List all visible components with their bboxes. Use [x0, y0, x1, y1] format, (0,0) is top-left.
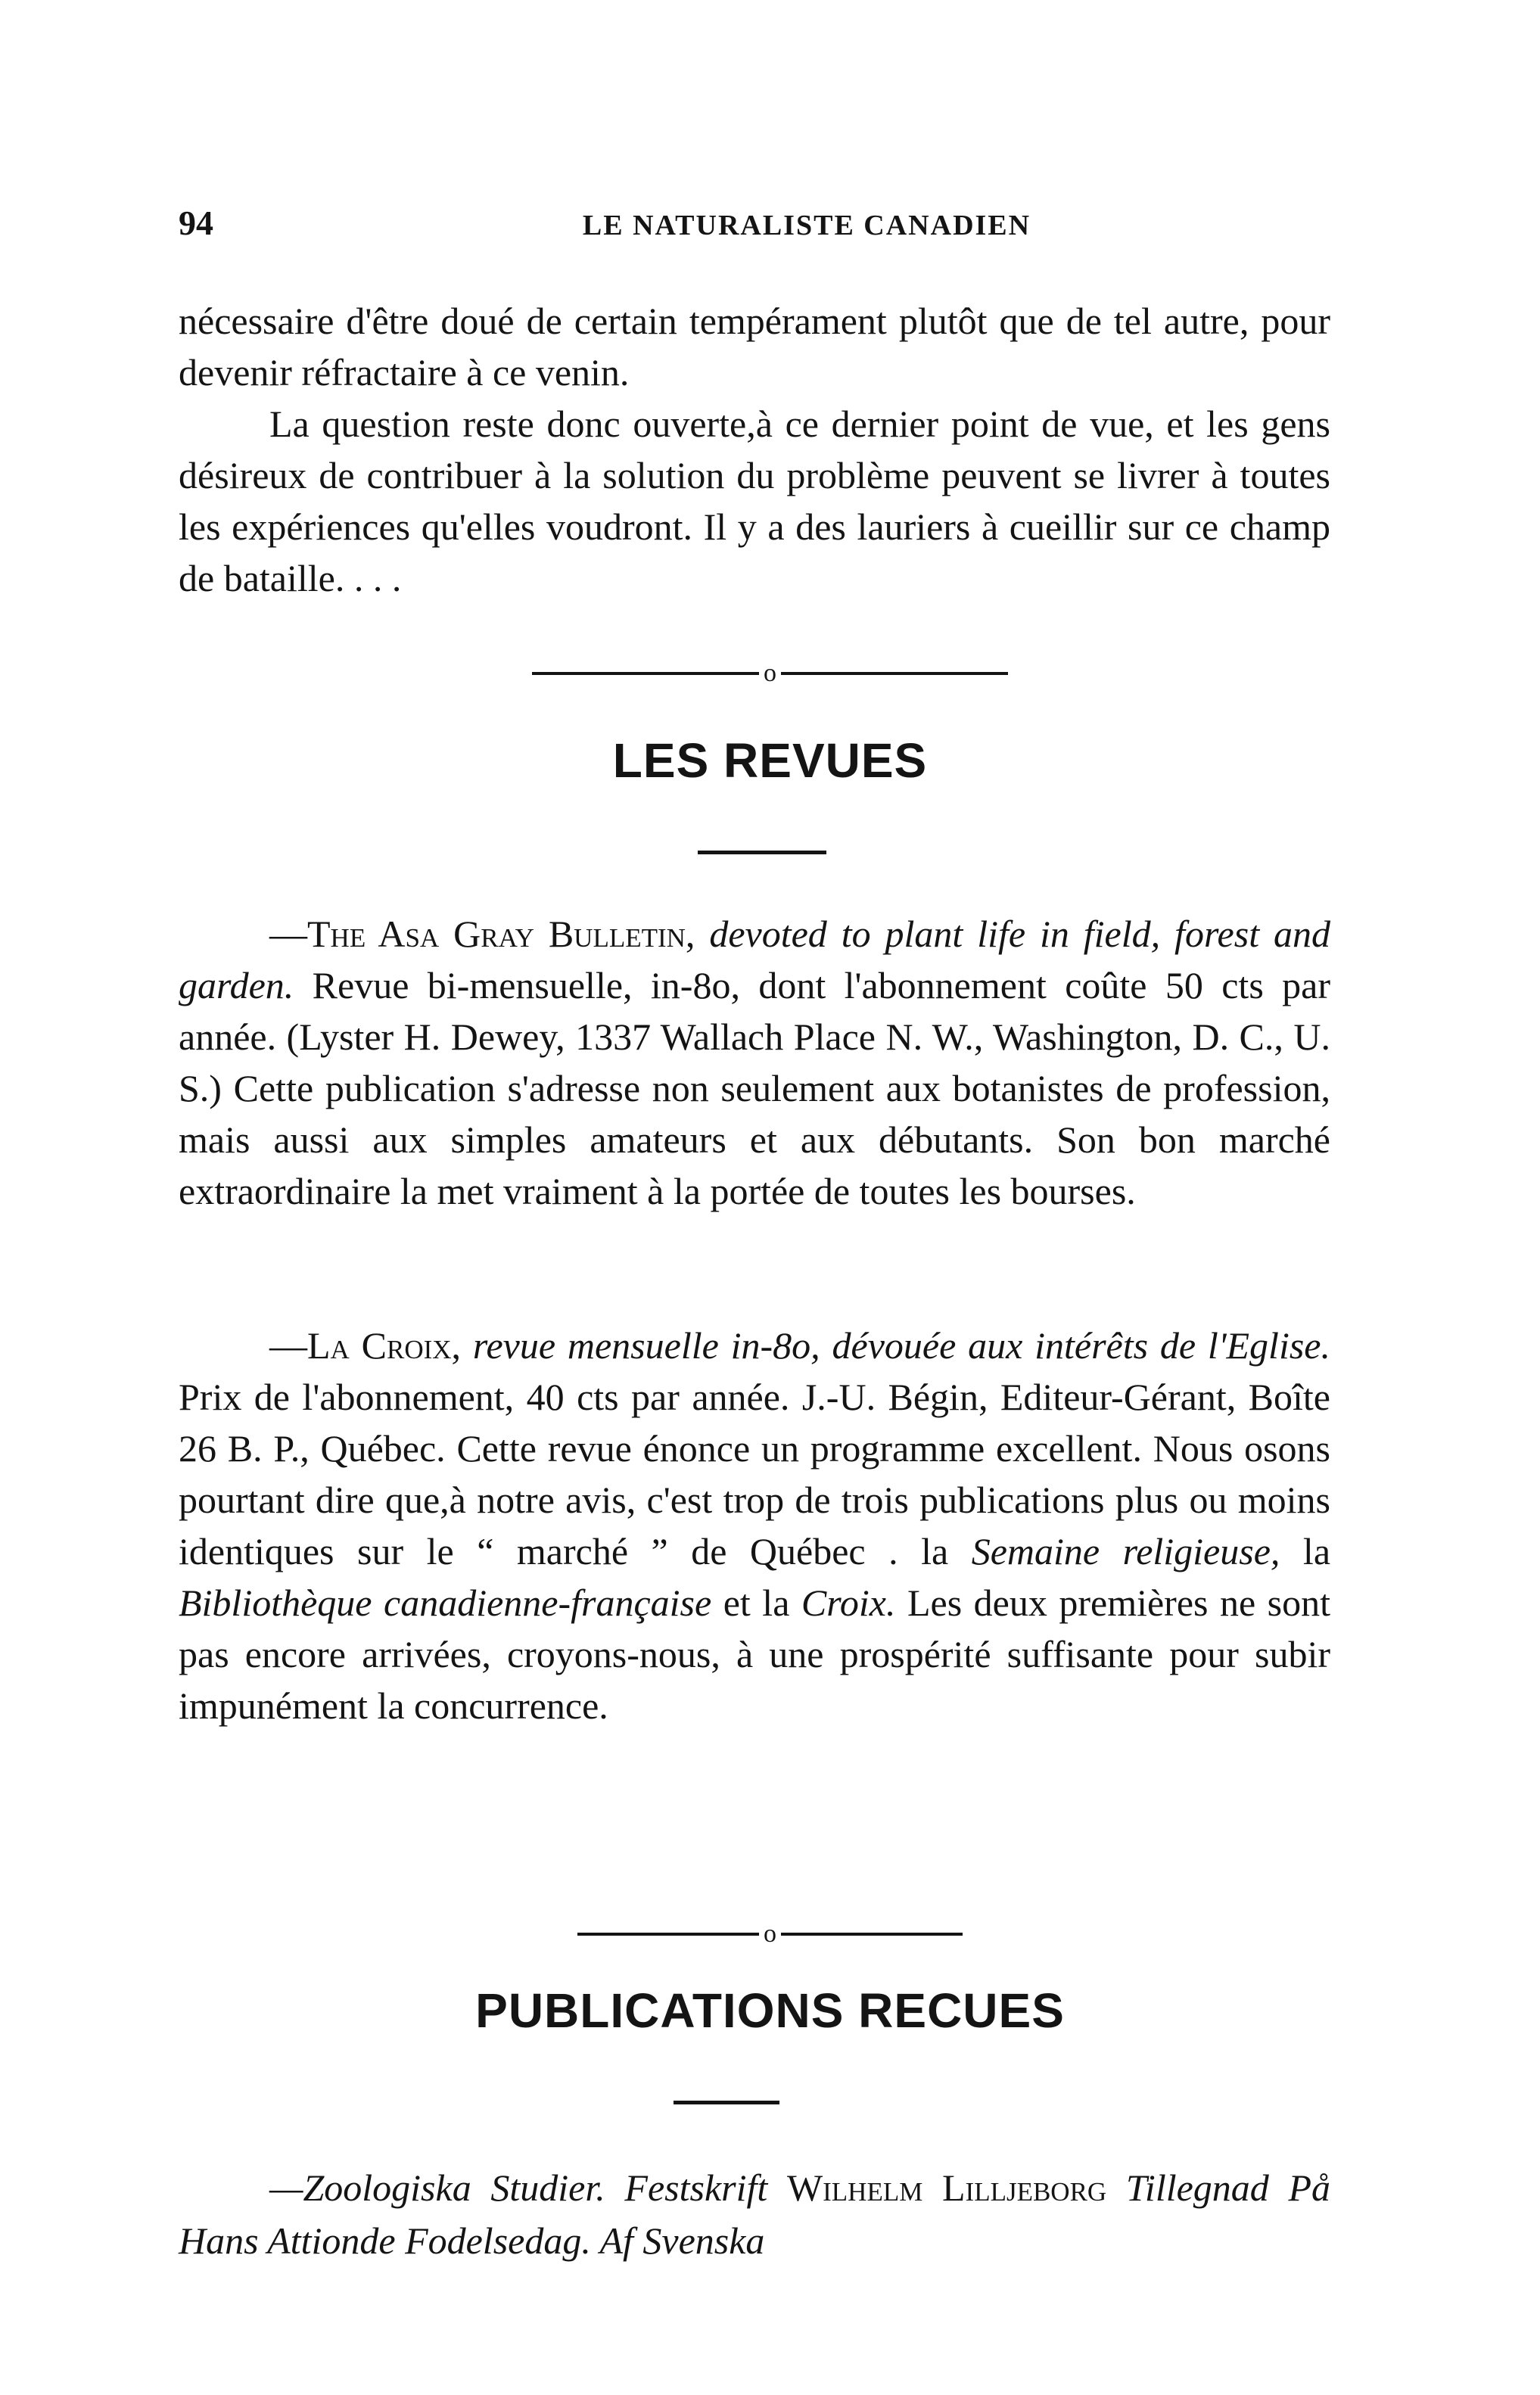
revue-entry-2-text-1: Prix de l'abonnement, 40 cts par année. J.-U. Bégin, Editeur-Gérant, Boîte 26 B. P., Québec. Cette revue énonce un programme excellent. Nous osons pourtant dire que,à notre avis, c'est trop de trois publications plus ou moins identiques sur le “ marché ” de Québec . la — [179, 1376, 1330, 1572]
revue-entry-2-publication-3: Croix. — [801, 1582, 896, 1624]
separator-line-left — [532, 672, 759, 675]
publication-entry-1-rest: Tillegnad På Hans Attionde Fodelsedag. Af Svenska — [179, 2166, 1330, 2262]
section-title-publications: PUBLICATIONS RECUES — [475, 1983, 1065, 2038]
separator-2-line-right — [781, 1933, 963, 1936]
revue-entry-2-subtitle: revue mensuelle in-8o, dévouée aux intérêts de l'Eglise. — [472, 1324, 1330, 1367]
revue-entry-2-text-4: Les deux premières ne sont pas encore arrivées, croyons-nous, à une prospérité suffisante pour subir impunément la concurrence. — [179, 1582, 1331, 1727]
running-title: LE NATURALISTE CANADIEN — [582, 210, 1031, 241]
revue-entry-2-text-3: et la — [723, 1582, 790, 1624]
separator-2-line-left — [577, 1933, 759, 1936]
revue-entry-1-subtitle: devoted to plant life in field, forest and garden. — [179, 913, 1331, 1006]
page-header — [179, 203, 1329, 248]
revue-entry-2-text-2: la — [1302, 1530, 1331, 1572]
separator-2-symbol: o — [764, 1919, 776, 1948]
revue-entry-1-name: —The Asa Gray Bulletin, — [269, 913, 695, 955]
revue-entry-2-publication-1: Semaine religieuse, — [971, 1530, 1280, 1572]
revue-entry-1-text: Revue bi-mensuelle, in-8o, dont l'abonnement coûte 50 cts par année. (Lyster H. Dewey, 1337 Wallach Place N. W., Washington, D. C., U. S.) Cette publication s'adresse non seulement aux botanistes de profession, mais aussi aux simples amateurs et aux débutants. Son bon marché extraordinaire la met vraiment à la portée de toutes les bourses. — [179, 964, 1330, 1212]
revue-entry-1 — [179, 908, 1330, 1217]
publication-entry-1 — [179, 2161, 1330, 2267]
revue-entry-2-name: —La Croix, — [269, 1324, 462, 1367]
publication-entry-1-work: —Zoologiska Studier. Festskrift — [269, 2166, 768, 2209]
intro-paragraph-2: La question reste donc ouverte,à ce dernier point de vue, et les gens désireux de contribuer à la solution du problème peuvent se livrer à toutes les expériences qu'elles voudront. Il y a des lauriers à cueillir sur ce champ de bataille. . . . — [179, 403, 1330, 599]
separator-line-right — [781, 672, 1008, 675]
section-separator-2 — [0, 1913, 1540, 1949]
title-underline-revues — [698, 851, 826, 854]
publication-entry-1-person: Wilhelm Lilljeborg — [786, 2166, 1107, 2209]
page-number: 94 — [179, 204, 213, 242]
intro-paragraph-2-block — [179, 398, 1330, 604]
intro-paragraph-1: nécessaire d'être doué de certain tempérament plutôt que de tel autre, pour devenir réfractaire à ce venin. — [179, 300, 1330, 393]
revue-entry-2 — [179, 1320, 1330, 1731]
title-underline-publications — [674, 2101, 779, 2104]
revue-entry-2-publication-2: Bibliothèque canadienne-française — [179, 1582, 712, 1624]
intro-paragraph-1-block — [179, 295, 1330, 398]
separator-symbol: o — [764, 658, 776, 687]
section-separator — [0, 652, 1540, 688]
section-title-revues: LES REVUES — [612, 733, 928, 788]
